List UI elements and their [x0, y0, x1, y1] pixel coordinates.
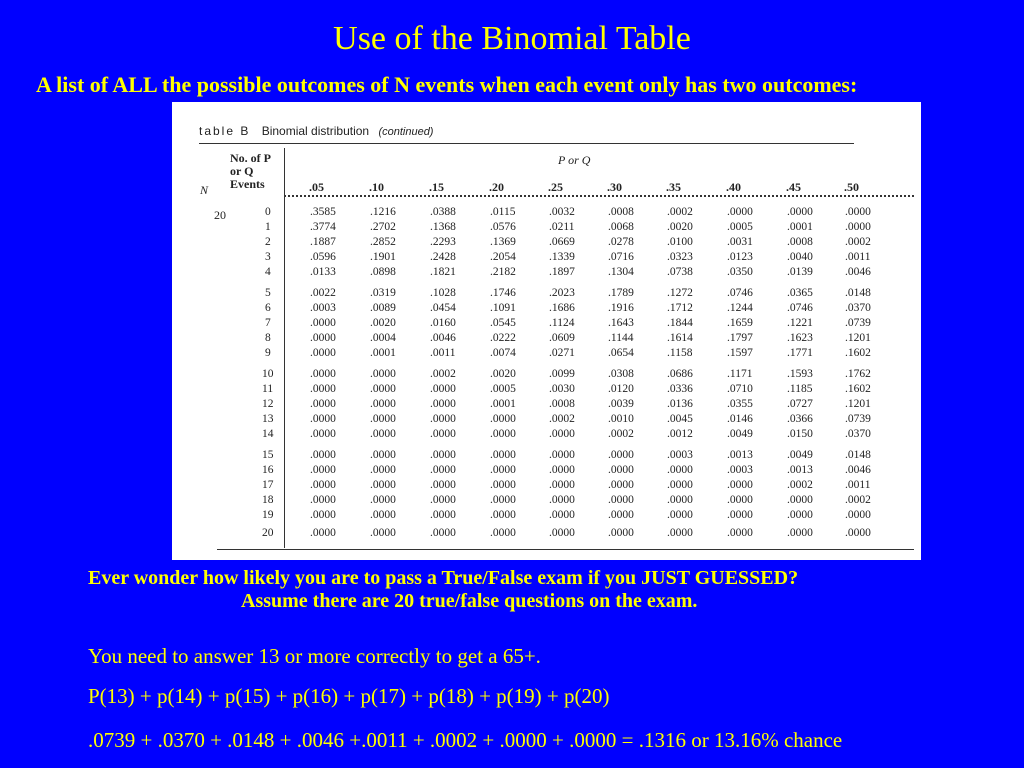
table-caption	[199, 124, 433, 138]
probability-cell: .0013	[727, 449, 753, 461]
probability-cell: .0000	[490, 464, 516, 476]
probability-cell: .0146	[727, 413, 753, 425]
probability-cell: .0000	[430, 464, 456, 476]
probability-cell: .0003	[667, 449, 693, 461]
probability-cell: .0365	[787, 287, 813, 299]
probability-cell: .2702	[370, 221, 396, 233]
probability-cell: .0355	[727, 398, 753, 410]
probability-cell: .1623	[787, 332, 813, 344]
probability-cell: .0002	[430, 368, 456, 380]
probability-cell: .1659	[727, 317, 753, 329]
probability-cell: .1614	[667, 332, 693, 344]
probability-cell: .0746	[787, 302, 813, 314]
bottom-rule	[217, 549, 914, 550]
probability-cell: .1901	[370, 251, 396, 263]
need-line: You need to answer 13 or more correctly to get a 65+.	[88, 644, 541, 668]
probability-cell: .0336	[667, 383, 693, 395]
probability-cell: .0001	[370, 347, 396, 359]
probability-cell: .0123	[727, 251, 753, 263]
probability-cell: .0039	[608, 398, 634, 410]
probability-cell: .0000	[370, 413, 396, 425]
probability-cell: .0099	[549, 368, 575, 380]
probability-cell: .0739	[845, 413, 871, 425]
probability-cell: .0000	[787, 509, 813, 521]
probability-cell: .0049	[727, 428, 753, 440]
probability-cell: .0000	[667, 494, 693, 506]
probability-cell: .0000	[845, 221, 871, 233]
header-pq: P or Q	[558, 153, 591, 167]
probability-cell: .0669	[549, 236, 575, 248]
header-events: No. of P or Q Events	[230, 151, 271, 191]
event-count: 11	[262, 383, 274, 395]
probability-cell: .0002	[667, 206, 693, 218]
probability-cell: .0000	[727, 509, 753, 521]
probability-cell: .1368	[430, 221, 456, 233]
probability-cell: .0000	[310, 449, 336, 461]
probability-cell: .0308	[608, 368, 634, 380]
probability-cell: .0596	[310, 251, 336, 263]
probability-cell: .0000	[549, 509, 575, 521]
probability-cell: .0000	[430, 383, 456, 395]
p-header-0: .05	[309, 180, 324, 194]
table-title: Binomial distribution	[261, 124, 370, 138]
probability-cell: .1339	[549, 251, 575, 263]
probability-cell: .0008	[787, 236, 813, 248]
probability-cell: .0136	[667, 398, 693, 410]
probability-cell: .0000	[310, 509, 336, 521]
binomial-table-image	[172, 102, 921, 560]
probability-cell: .0068	[608, 221, 634, 233]
probability-cell: .1171	[727, 368, 753, 380]
probability-cell: .0000	[549, 527, 575, 539]
probability-cell: .0319	[370, 287, 396, 299]
n-value: 20	[214, 208, 226, 222]
probability-cell: .0002	[787, 479, 813, 491]
probability-cell: .0370	[845, 302, 871, 314]
probability-cell: .2054	[490, 251, 516, 263]
probability-cell: .0000	[727, 206, 753, 218]
probability-cell: .1789	[608, 287, 634, 299]
probability-cell: .0000	[608, 479, 634, 491]
probability-cell: .0012	[667, 428, 693, 440]
probability-cell: .0049	[787, 449, 813, 461]
probability-cell: .0000	[430, 449, 456, 461]
probability-cell: .0032	[549, 206, 575, 218]
p-header-6: .35	[666, 180, 681, 194]
probability-cell: .0046	[430, 332, 456, 344]
header-n: N	[200, 183, 209, 197]
probability-cell: .0000	[608, 509, 634, 521]
probability-cell: .0100	[667, 236, 693, 248]
top-rule	[199, 143, 854, 144]
probability-cell: .0716	[608, 251, 634, 263]
probability-cell: .0005	[490, 383, 516, 395]
event-count: 13	[262, 413, 274, 425]
probability-cell: .0020	[490, 368, 516, 380]
probability-cell: .1821	[430, 266, 456, 278]
probability-cell: .0609	[549, 332, 575, 344]
probability-cell: .0000	[549, 428, 575, 440]
probability-cell: .0000	[490, 428, 516, 440]
probability-cell: .0739	[845, 317, 871, 329]
probability-cell: .0000	[549, 494, 575, 506]
probability-cell: .0000	[310, 428, 336, 440]
probability-cell: .1746	[490, 287, 516, 299]
probability-cell: .0010	[608, 413, 634, 425]
probability-cell: .0002	[845, 494, 871, 506]
probability-cell: .1158	[667, 347, 693, 359]
event-count: 15	[262, 449, 274, 461]
event-count: 3	[265, 251, 271, 263]
probability-cell: .1304	[608, 266, 634, 278]
probability-cell: .0000	[310, 413, 336, 425]
probability-cell: .0000	[370, 383, 396, 395]
slide-title: Use of the Binomial Table	[333, 20, 691, 57]
probability-cell: .0148	[845, 287, 871, 299]
probability-cell: .1712	[667, 302, 693, 314]
probability-cell: .0350	[727, 266, 753, 278]
event-count: 7	[265, 317, 271, 329]
probability-cell: .1216	[370, 206, 396, 218]
probability-cell: .1272	[667, 287, 693, 299]
event-count: 1	[265, 221, 271, 233]
probability-cell: .0000	[490, 479, 516, 491]
probability-cell: .0000	[310, 479, 336, 491]
probability-cell: .0000	[549, 449, 575, 461]
probability-cell: .1244	[727, 302, 753, 314]
probability-cell: .0139	[787, 266, 813, 278]
probability-cell: .2023	[549, 287, 575, 299]
probability-cell: .0046	[845, 464, 871, 476]
probability-cell: .1597	[727, 347, 753, 359]
probability-cell: .0013	[787, 464, 813, 476]
probability-cell: .0000	[787, 494, 813, 506]
probability-cell: .0000	[608, 527, 634, 539]
probability-cell: .1771	[787, 347, 813, 359]
probability-cell: .0454	[430, 302, 456, 314]
probability-cell: .1916	[608, 302, 634, 314]
probability-cell: .0000	[310, 494, 336, 506]
probability-cell: .0000	[430, 413, 456, 425]
probability-cell: .0000	[430, 398, 456, 410]
probability-cell: .0000	[490, 449, 516, 461]
probability-cell: .1602	[845, 383, 871, 395]
probability-cell: .0000	[310, 317, 336, 329]
probability-cell: .0020	[667, 221, 693, 233]
p-header-9: .50	[844, 180, 859, 194]
probability-cell: .0000	[787, 527, 813, 539]
probability-cell: .0000	[490, 413, 516, 425]
probability-cell: .0148	[845, 449, 871, 461]
header-dotted-rule	[284, 195, 914, 197]
probability-cell: .1091	[490, 302, 516, 314]
probability-cell: .0000	[310, 347, 336, 359]
probability-cell: .0000	[727, 479, 753, 491]
probability-cell: .0046	[845, 266, 871, 278]
probability-cell: .1028	[430, 287, 456, 299]
probability-cell: .1124	[549, 317, 575, 329]
p-header-4: .25	[548, 180, 563, 194]
probability-cell: .0000	[430, 479, 456, 491]
event-count: 19	[262, 509, 274, 521]
probability-cell: .0000	[667, 479, 693, 491]
probability-cell: .1185	[787, 383, 813, 395]
probability-cell: .0000	[608, 494, 634, 506]
table-label: table B	[199, 124, 251, 138]
event-count: 14	[262, 428, 274, 440]
probability-cell: .0002	[608, 428, 634, 440]
event-count: 8	[265, 332, 271, 344]
probability-cell: .0000	[549, 479, 575, 491]
calc-line: .0739 + .0370 + .0148 + .0046 +.0011 + .0002 + .0000 + .0000 = .1316 or 13.16% chance	[88, 728, 843, 752]
probability-cell: .1144	[608, 332, 634, 344]
probability-cell: .0001	[787, 221, 813, 233]
probability-cell: .0000	[370, 479, 396, 491]
event-count: 2	[265, 236, 271, 248]
probability-cell: .0000	[370, 428, 396, 440]
probability-cell: .1686	[549, 302, 575, 314]
event-count: 9	[265, 347, 271, 359]
probability-cell: .0746	[727, 287, 753, 299]
probability-cell: .2182	[490, 266, 516, 278]
p-header-1: .10	[369, 180, 384, 194]
probability-cell: .0074	[490, 347, 516, 359]
probability-cell: .0000	[430, 509, 456, 521]
sum-line: P(13) + p(14) + p(15) + p(16) + p(17) + p(18) + p(19) + p(20)	[88, 684, 610, 708]
event-count: 16	[262, 464, 274, 476]
probability-cell: .0000	[310, 398, 336, 410]
probability-cell: .0738	[667, 266, 693, 278]
p-header-3: .20	[489, 180, 504, 194]
probability-cell: .1593	[787, 368, 813, 380]
probability-cell: .0000	[310, 368, 336, 380]
probability-cell: .0271	[549, 347, 575, 359]
probability-cell: .1369	[490, 236, 516, 248]
table-continued: (continued)	[378, 126, 434, 138]
probability-cell: .0000	[490, 494, 516, 506]
probability-cell: .0388	[430, 206, 456, 218]
probability-cell: .0022	[310, 287, 336, 299]
probability-cell: .0000	[667, 509, 693, 521]
probability-cell: .1643	[608, 317, 634, 329]
probability-cell: .0003	[310, 302, 336, 314]
probability-cell: .0000	[608, 464, 634, 476]
exam-question: Ever wonder how likely you are to pass a True/False exam if you JUST GUESSED?	[88, 567, 799, 589]
probability-cell: .0000	[845, 206, 871, 218]
probability-cell: .0002	[845, 236, 871, 248]
probability-cell: .0000	[549, 464, 575, 476]
probability-cell: .0020	[370, 317, 396, 329]
probability-cell: .0001	[490, 398, 516, 410]
p-header-7: .40	[726, 180, 741, 194]
probability-cell: .0000	[310, 383, 336, 395]
probability-cell: .0000	[370, 449, 396, 461]
probability-cell: .0000	[430, 527, 456, 539]
probability-cell: .0000	[310, 527, 336, 539]
probability-cell: .0576	[490, 221, 516, 233]
probability-cell: .0000	[845, 527, 871, 539]
event-count: 6	[265, 302, 271, 314]
probability-cell: .0000	[667, 527, 693, 539]
p-header-5: .30	[607, 180, 622, 194]
probability-cell: .0000	[430, 428, 456, 440]
probability-cell: .1602	[845, 347, 871, 359]
probability-cell: .0000	[430, 494, 456, 506]
probability-cell: .0222	[490, 332, 516, 344]
p-header-8: .45	[786, 180, 801, 194]
probability-cell: .0000	[370, 527, 396, 539]
probability-cell: .0000	[370, 464, 396, 476]
probability-cell: .0370	[845, 428, 871, 440]
event-count: 17	[262, 479, 274, 491]
probability-cell: .0000	[667, 464, 693, 476]
probability-cell: .0366	[787, 413, 813, 425]
probability-cell: .0008	[608, 206, 634, 218]
probability-cell: .0008	[549, 398, 575, 410]
probability-cell: .1797	[727, 332, 753, 344]
probability-cell: .1201	[845, 398, 871, 410]
probability-cell: .0000	[370, 494, 396, 506]
event-count: 20	[262, 527, 274, 539]
probability-cell: .1221	[787, 317, 813, 329]
probability-cell: .0710	[727, 383, 753, 395]
probability-cell: .2852	[370, 236, 396, 248]
probability-cell: .0000	[310, 332, 336, 344]
probability-cell: .1887	[310, 236, 336, 248]
probability-cell: .2428	[430, 251, 456, 263]
probability-cell: .1762	[845, 368, 871, 380]
probability-cell: .0000	[370, 509, 396, 521]
probability-cell: .0211	[549, 221, 575, 233]
probability-cell: .0011	[845, 479, 871, 491]
probability-cell: .0654	[608, 347, 634, 359]
probability-cell: .0686	[667, 368, 693, 380]
probability-cell: .0133	[310, 266, 336, 278]
exam-assumption: Assume there are 20 true/false questions on the exam.	[241, 590, 698, 612]
probability-cell: .0727	[787, 398, 813, 410]
probability-cell: .0115	[490, 206, 516, 218]
probability-cell: .0000	[787, 206, 813, 218]
event-count: 12	[262, 398, 274, 410]
probability-cell: .0120	[608, 383, 634, 395]
probability-cell: .0000	[845, 509, 871, 521]
event-count: 18	[262, 494, 274, 506]
probability-cell: .0003	[727, 464, 753, 476]
probability-cell: .1897	[549, 266, 575, 278]
probability-cell: .0005	[727, 221, 753, 233]
probability-cell: .0000	[727, 527, 753, 539]
probability-cell: .0323	[667, 251, 693, 263]
probability-cell: .1844	[667, 317, 693, 329]
probability-cell: .0545	[490, 317, 516, 329]
probability-cell: .0000	[490, 509, 516, 521]
probability-cell: .0898	[370, 266, 396, 278]
event-count: 0	[265, 206, 271, 218]
probability-cell: .0000	[370, 398, 396, 410]
probability-cell: .1201	[845, 332, 871, 344]
probability-cell: .3585	[310, 206, 336, 218]
header-divider	[284, 148, 285, 548]
probability-cell: .0000	[310, 464, 336, 476]
event-count: 5	[265, 287, 271, 299]
event-count: 10	[262, 368, 274, 380]
probability-cell: .0000	[727, 494, 753, 506]
probability-cell: .0002	[549, 413, 575, 425]
probability-cell: .0089	[370, 302, 396, 314]
probability-cell: .0278	[608, 236, 634, 248]
probability-cell: .0011	[845, 251, 871, 263]
probability-cell: .2293	[430, 236, 456, 248]
probability-cell: .0040	[787, 251, 813, 263]
probability-cell: .0150	[787, 428, 813, 440]
probability-cell: .0031	[727, 236, 753, 248]
probability-cell: .0000	[490, 527, 516, 539]
probability-cell: .0045	[667, 413, 693, 425]
probability-cell: .0004	[370, 332, 396, 344]
probability-cell: .0030	[549, 383, 575, 395]
event-count: 4	[265, 266, 271, 278]
probability-cell: .0000	[608, 449, 634, 461]
intro-text: A list of ALL the possible outcomes of N events when each event only has two outcomes:	[36, 72, 858, 97]
probability-cell: .0000	[370, 368, 396, 380]
probability-cell: .0160	[430, 317, 456, 329]
probability-cell: .3774	[310, 221, 336, 233]
p-header-2: .15	[429, 180, 444, 194]
probability-cell: .0011	[430, 347, 456, 359]
